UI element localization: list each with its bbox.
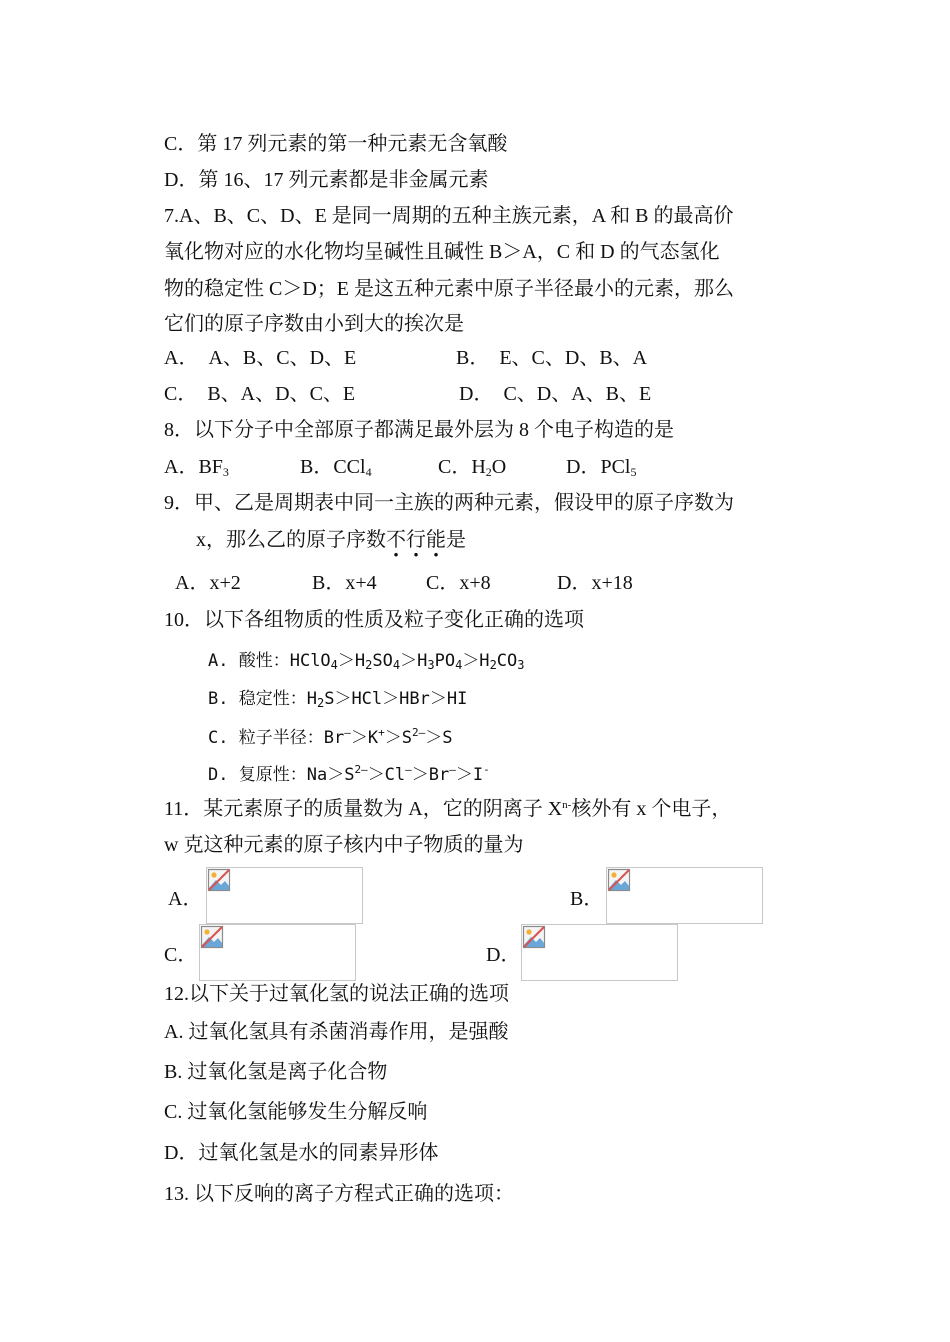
q8-option-c: C．$H_2O$ [438, 456, 507, 479]
q10-option-d: D. 复原性：$Na>S^{2—}>Cl^—>Br^—>I^-$ [208, 763, 490, 785]
broken-image-icon [607, 868, 631, 892]
q6-option-d: D．第 16、17 列元素都是非金属元素 [164, 169, 489, 191]
q8-stem: 8．以下分子中全部原子都满足最外层为 8 个电子构造的是 [164, 419, 674, 441]
q7-stem-line-4: 它们的原子序数由小到大的挨次是 [164, 313, 464, 335]
emphasis-char: 行 [406, 529, 426, 551]
q9-option-d: D．x+18 [557, 572, 633, 594]
q11-option-b-image [606, 867, 763, 924]
q11-option-c-label: C． [164, 944, 198, 966]
q7-option-d: D． C、D、A、B、E [459, 383, 652, 405]
q11-option-a-label: A． [168, 888, 203, 910]
emphasis-char: 不 [386, 529, 406, 551]
q11-stem-line-1: 11．某元素原子的质量数为 A，它的阴离子 $X^{n-}$核外有 x 个电子， [164, 798, 732, 820]
q10-option-c: C. 粒子半径：$Br^—>K^+>S^{2—}>S$ [208, 726, 453, 748]
q11-option-c-image [199, 924, 356, 981]
q11-option-b-label: B． [570, 888, 604, 910]
broken-image-icon [207, 868, 231, 892]
emphasis-char: 能 [426, 529, 446, 551]
q9-option-b: B．x+4 [312, 572, 377, 594]
q12-option-c: C. 过氧化氢能够发生分解反响 [164, 1101, 428, 1123]
q12-option-b: B. 过氧化氢是离子化合物 [164, 1061, 388, 1083]
q7-option-c: C． B、A、D、C、E [164, 383, 356, 405]
q9-stem-line-1: 9．甲、乙是周期表中同一主族的两种元素，假设甲的原子序数为 [164, 492, 734, 514]
q6-option-c: C．第 17 列元素的第一种元素无含氧酸 [164, 133, 508, 155]
q11-option-a-image [206, 867, 363, 924]
q8-option-a: A．$BF_3$ [164, 456, 229, 479]
q8-option-d: D．PCl$_5$ [566, 456, 637, 479]
broken-image-icon [522, 925, 546, 949]
q8-option-b: B．CCl$_4$ [300, 456, 372, 479]
q7-option-a: A． A、B、C、D、E [164, 347, 357, 369]
q12-stem: 12.以下关于过氧化氢的说法正确的选项 [164, 983, 509, 1005]
q7-stem-line-3: 物的稳定性 C＞D；E 是这五种元素中原子半径最小的元素，那么 [164, 278, 734, 300]
q7-stem-line-1: 7.A、B、C、D、E 是同一周期的五种主族元素，A 和 B 的最高价 [164, 205, 734, 227]
q11-option-d-image [521, 924, 678, 981]
q10-option-a: A. 酸性：$HClO_4>H_2SO_4>H_3PO_4>H_2CO_3$ [208, 651, 525, 672]
broken-image-icon [200, 925, 224, 949]
q10-option-b: B. 稳定性：$H_2S>HCl>HBr>HI$ [208, 689, 468, 710]
q9-option-c: C．x+8 [426, 572, 491, 594]
q11-option-d-label: D． [486, 944, 521, 966]
q10-stem: 10．以下各组物质的性质及粒子变化正确的选项 [164, 609, 584, 631]
q7-option-b: B． E、C、D、B、A [456, 347, 648, 369]
q12-option-d: D．过氧化氢是水的同素异形体 [164, 1142, 439, 1164]
q9-option-a: A．x+2 [175, 572, 241, 594]
q13-stem: 13. 以下反响的离子方程式正确的选项： [164, 1183, 514, 1205]
q9-stem-line-2: x，那么乙的原子序数不行能是 [196, 529, 466, 551]
q12-option-a: A. 过氧化氢具有杀菌消毒作用，是强酸 [164, 1021, 509, 1043]
q7-stem-line-2: 氧化物对应的水化物均呈碱性且碱性 B＞A，C 和 D 的气态氢化 [164, 241, 720, 263]
q11-stem-line-2: w 克这种元素的原子核内中子物质的量为 [164, 834, 524, 856]
